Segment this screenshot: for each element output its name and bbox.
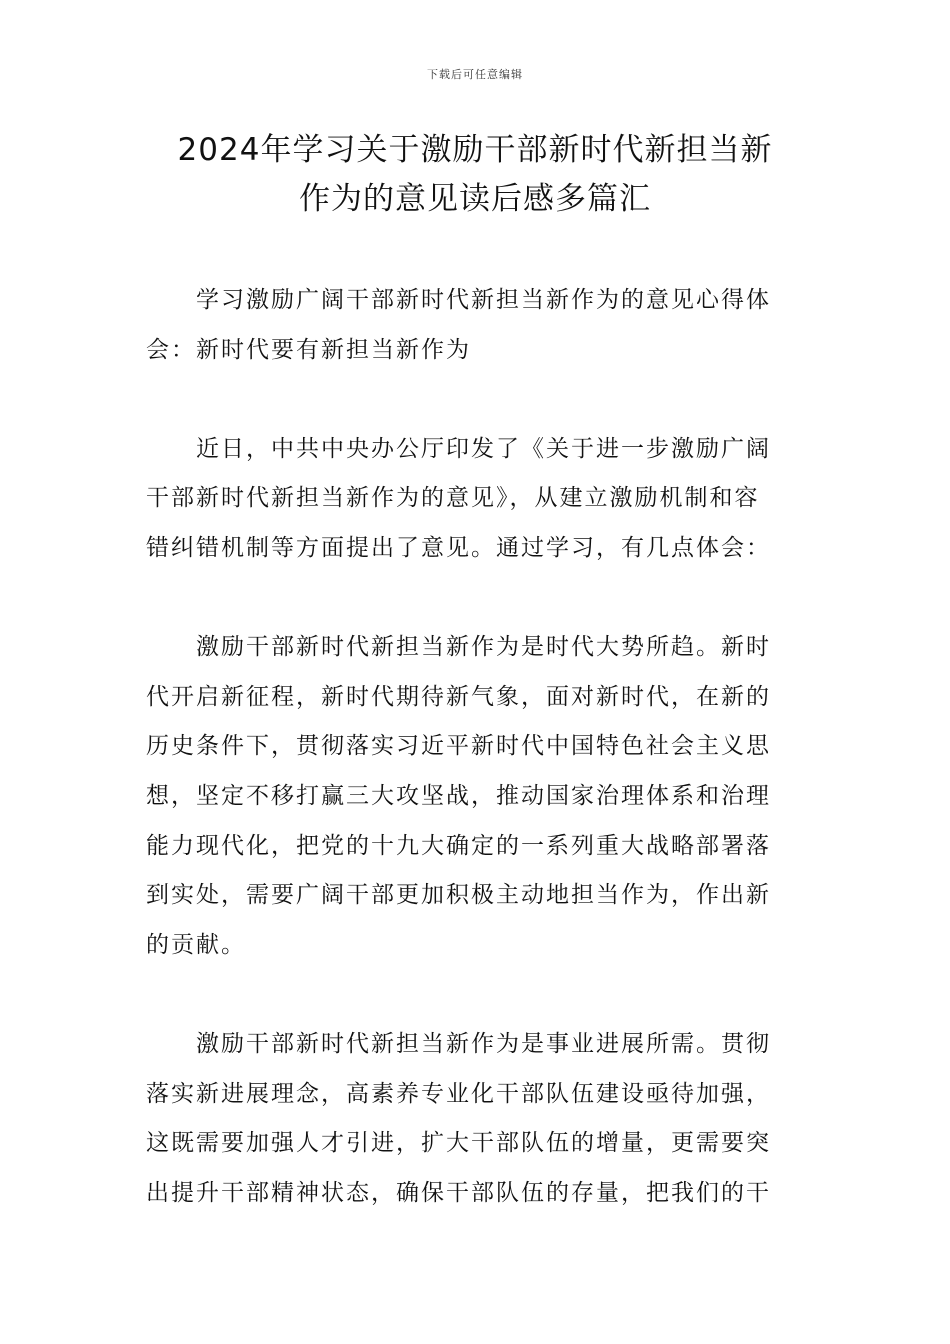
paragraph-line: 干部新时代新担当新作为的意见》，从建立激励机制和容 [146, 485, 760, 512]
paragraph-gap [146, 375, 806, 425]
paragraph-line: 落实新进展理念，高素养专业化干部队伍建设亟待加强， [146, 1080, 771, 1107]
paragraph-line: 激励干部新时代新担当新作为是时代大势所趋。新时 [196, 634, 771, 661]
paragraph-gap [146, 970, 806, 1020]
paragraph-line: 代开启新征程，新时代期待新气象，面对新时代，在新的 [146, 683, 771, 710]
paragraph-line: 会：新时代要有新担当新作为 [146, 336, 471, 363]
paragraph-1 [146, 276, 806, 375]
paragraph-2 [146, 425, 806, 574]
paragraph-line: 历史条件下，贯彻落实习近平新时代中国特色社会主义思 [146, 733, 771, 760]
paragraph-line: 出提升干部精神状态，确保干部队伍的存量，把我们的干 [146, 1179, 771, 1206]
paragraph-3 [146, 623, 806, 970]
paragraph-line: 这既需要加强人才引进，扩大干部队伍的增量，更需要突 [146, 1130, 771, 1157]
paragraph-line: 学习激励广阔干部新时代新担当新作为的意见心得体 [196, 287, 771, 313]
document-body [146, 276, 806, 1218]
paragraph-line: 到实处，需要广阔干部更加积极主动地担当作为，作出新 [146, 882, 771, 909]
header-note: 下载后可任意编辑 [427, 68, 523, 81]
document-title [130, 126, 820, 224]
paragraph-gap [146, 574, 806, 624]
paragraph-line: 能力现代化，把党的十九大确定的一系列重大战略部署落 [146, 832, 771, 859]
paragraph-line: 近日，中共中央办公厅印发了《关于进一步激励广阔 [196, 435, 771, 462]
paragraph-line: 错纠错机制等方面提出了意见。通过学习，有几点体会： [146, 534, 771, 561]
paragraph-line: 的贡献。 [146, 931, 246, 958]
title-line-1: 2024年学习关于激励干部新时代新担当新 [177, 132, 773, 168]
paragraph-line: 想，坚定不移打赢三大攻坚战，推动国家治理体系和治理 [146, 782, 771, 809]
paragraph-line: 激励干部新时代新担当新作为是事业进展所需。贯彻 [196, 1030, 771, 1057]
title-line-2: 作为的意见读后感多篇汇 [299, 181, 651, 217]
paragraph-4 [146, 1020, 806, 1218]
